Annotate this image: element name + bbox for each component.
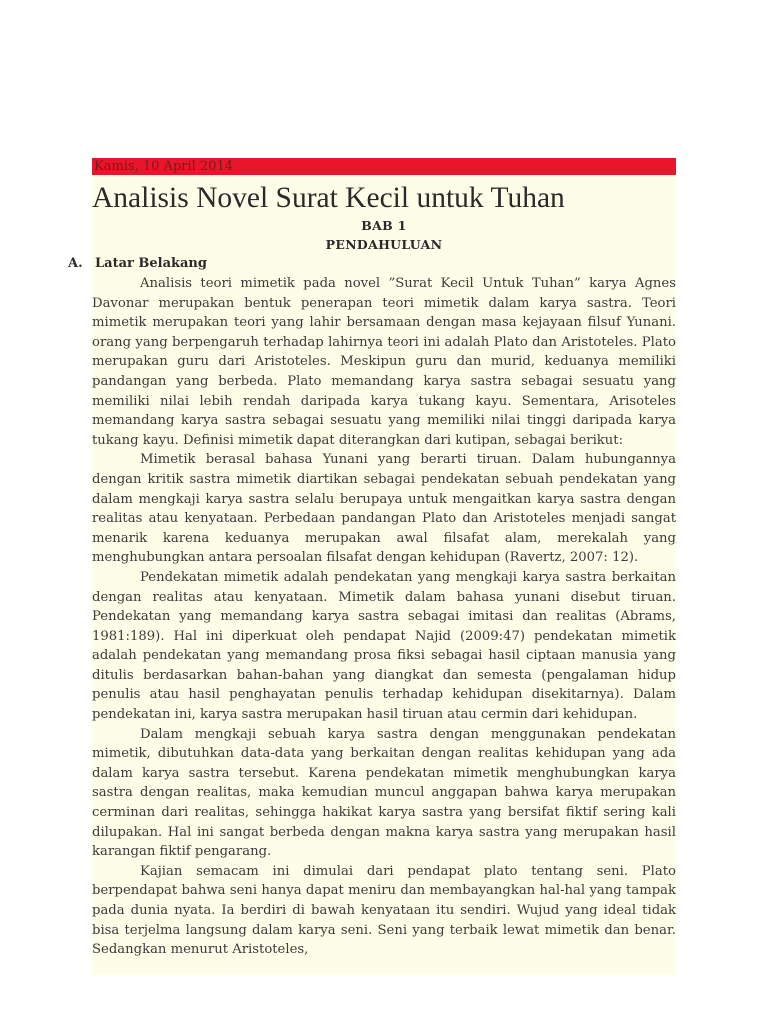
paragraph: Kajian semacam ini dimulai dari pendapat plato tentang seni. Plato berpendapat bahwa seni hanya dapat meniru dan membayangkan hal-hal yang tampak pada dunia nyata. Ia berdiri di bawah kenyataan itu sendiri. Wujud yang ideal tidak bisa terjelma langsung dalam karya seni. Seni yang terbaik lewat mimetik dan benar. Sedangkan menurut Aristoteles, [92, 863, 676, 958]
chapter-title: PENDAHULUAN [325, 237, 443, 252]
paragraph: Dalam mengkaji sebuah karya sastra dengan menggunakan pendekatan mimetik, dibutuhkan data-data yang berkaitan dengan realitas kehidupan yang ada dalam karya sastra tersebut. Karena pendekatan mimetik menghubungkan karya sastra dengan realitas, maka kemudian muncul anggapan bahwa karya merupakan cerminan dari realitas, sehingga hakikat karya sastra yang bersifat fiktif sering kali dilupakan. Hal ini sangat berbeda dengan makna karya sastra yang merupakan hasil karangan fiktif pengarang. [92, 726, 676, 860]
post-body [68, 175, 676, 975]
document-content [68, 158, 676, 975]
paragraph: Analisis teori mimetik pada novel ”Surat Kecil Untuk Tuhan” karya Agnes Davonar merupakan bentuk penerapan teori mimetik dalam karya sastra. Teori mimetik merupakan teori yang lahir bersamaan dengan masa kejayaan filsuf Yunani. orang yang berpengaruh terhadap lahirnya teori ini adalah Plato dan Aristoteles. Plato merupakan guru dari Aristoteles. Meskipun guru dan murid, keduanya memiliki pandangan yang berbeda. Plato memandang karya sastra sebagai sesuatu yang memiliki nilai lebih rendah daripada karya tukang kayu. Sementara, Arisoteles memandang karya sastra sebagai sesuatu yang memiliki nilai tinggi daripada karya tukang kayu. Definisi mimetik dapat diterangkan dari kutipan, sebagai berikut: [92, 276, 676, 448]
section-title: Latar Belakang [95, 256, 207, 271]
section-marker: A. [68, 256, 83, 271]
paragraph: Pendekatan mimetik adalah pendekatan yang mengkaji karya sastra berkaitan dengan realitas atau kenyataan. Mimetik dalam bahasa yunani disebut tiruan. Pendekatan yang memandang karya sastra sebagai imitasi dan realitas (Abrams, 1981:189). Hal ini diperkuat oleh pendapat Najid (2009:47) pendekatan mimetik adalah pendekatan yang memandang prosa fiksi sebagai hasil ciptaan manusia yang ditulis berdasarkan bahan-bahan yang diangkat dan semesta (pengalaman hidup penulis atau hasil penghayatan penulis terhadap kehidupan disekitarnya). Dalam pendekatan ini, karya sastra merupakan hasil tiruan atau cermin dari kehidupan. [92, 569, 676, 723]
section-heading [68, 254, 676, 274]
paragraph: Mimetik berasal bahasa Yunani yang berarti tiruan. Dalam hubungannya dengan kritik sastra mimetik diartikan sebagai pendekatan sebuah pendekatan yang dalam mengkaji karya sastra selalu berupaya untuk mengaitkan karya sastra dengan realitas atau kenyataan. Perbedaan pandangan Plato dan Aristoteles menjadi sangat menarik karena keduanya merupakan awal filsafat alam, merekalah yang menghubungkan antara persoalan filsafat dengan kehidupan (Ravertz, 2007: 12). [92, 452, 676, 566]
post-title: Analisis Novel Surat Kecil untuk Tuhan [92, 182, 565, 214]
post-date-bar: Kamis, 10 April 2014 [92, 158, 676, 175]
chapter-number: BAB 1 [361, 218, 407, 233]
